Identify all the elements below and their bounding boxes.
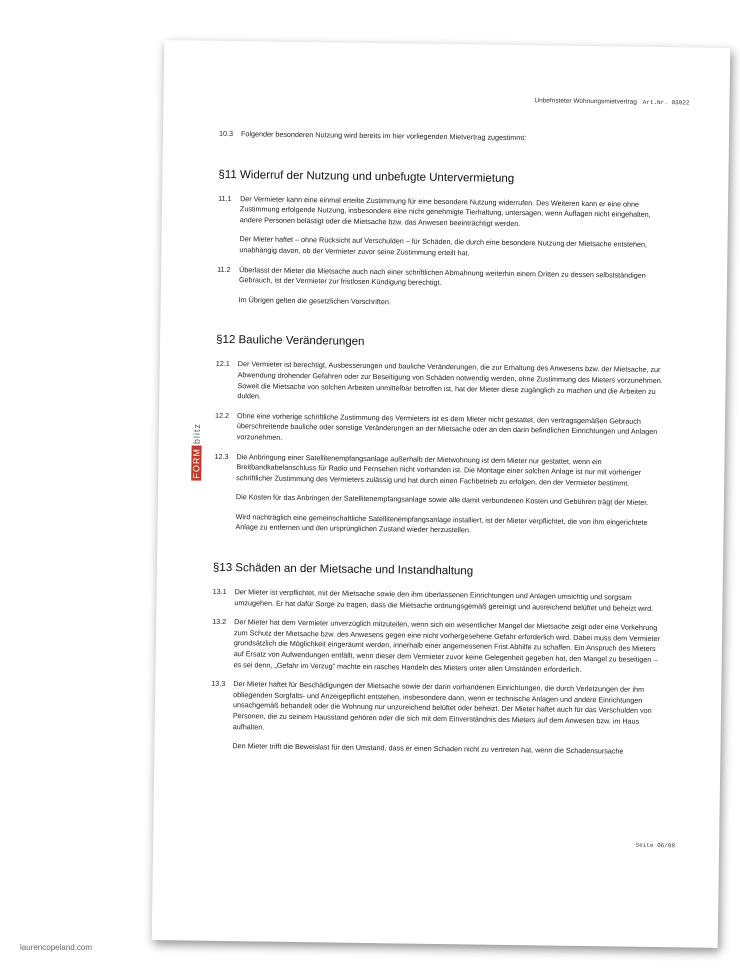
clause — [215, 359, 670, 407]
logo-badge: FORM — [191, 448, 202, 479]
clause-paragraph: Im Übrigen gelten die gesetzlichen Vorschriften. — [238, 294, 391, 307]
clause-paragraph: Ohne eine vorherige schriftliche Zustimmung des Vermieters ist es dem Mieter nicht gestattet, den vertragsgemäßen Gebrauch überschreitende bauliche oder sonstige Veränderungen an der Mietsache oder an den darin befindlichen Einrichtungen und Anlagen vorzunehmen. — [236, 410, 658, 442]
clause-paragraph: Der Vermieter kann eine einmal erteilte Zustimmung für eine besondere Nutzung widerrufen. Des Weiteren kann er eine ohne Zustimmung erfolgende Nutzung, insbesondere eine nicht genehmigte Tierhaltung, untersagen, wenn Auflagen nicht eingehalten, andere Personen belästigt oder die Mietsache bzw. das Anwesen beeinträchtigt werden. — [239, 193, 651, 228]
clause-text: Folgender besonderen Nutzung wird bereits im hier vorliegenden Mietvertrag zugestimmt: — [240, 129, 527, 143]
clause-paragraph: Die Anbringung einer Satellitenempfangsanlage außerhalb der Mietwohnung ist dem Mieter nur gestattet, wenn ein Breitbandkabelanschluss für Radio und Fernsehen nicht vorhanden ist. Die Montage einer solchen Anlage ist nur mit vorheriger schriftlicher Zustimmung des Vermieters zulässig und hat durch einen Fachbetrieb zu erfolgen, den der Vermieter bestimmt. — [236, 451, 642, 488]
clause — [211, 679, 665, 758]
formblitz-logo — [191, 423, 202, 481]
clause-paragraph: Überlasst der Mieter die Mietsache auch nach einer schriftlichen Abmahnung weiterhin einem Dritten zu dessen selbstständigen Gebrauch, ist der Vermieter zur fristlosen Kündigung berechtigt. — [238, 264, 646, 288]
clause-paragraph: Der Mieter ist verpflichtet, mit der Mietsache sowie den ihm überlassenen Einrichtungen und Anlagen umsichtig und sorgsam umzugehen. Er hat dafür Sorge zu tragen, dass die Mietsache ordnungsgemäß gereinigt und ausreichend belüftet und beheizt wird. — [234, 587, 654, 613]
logo-text: blitz — [191, 423, 202, 445]
clause-number: 13.1 — [212, 586, 227, 597]
clause-number: 10.3 — [218, 128, 234, 139]
clause-paragraph: Den Mieter trifft die Beweislast für den Umstand, dass er einen Schaden nicht zu vertreten hat, wenn die Schadensursache — [232, 741, 624, 756]
clause-paragraph: Der Vermieter ist berechtigt, Ausbesserungen und bauliche Veränderungen, die zur Erhaltung des Anwesens bzw. der Mietsache, zur Abwendung drohender Gefahren oder zur Beseitigung von Schäden notwendig werden, ohne Zustimmung des Mieters vorzunehmen. Soweit die Mietsache von solchen Arbeiten unmittelbar betroffen ist, hat der Mieter diese zugänglich zu machen und die Arbeiten zu dulden. — [237, 359, 663, 401]
clause-paragraph: Der Mieter haftet – ohne Rücksicht auf Verschulden – für Schäden, die durch eine besondere Nutzung der Mietsache entstehen, unabhängig davon, ob der Vermieter zuvor seine Zustimmung erteilt hat. — [239, 234, 648, 258]
document-body — [211, 128, 673, 767]
clause-number: 11.2 — [217, 264, 231, 274]
clause-number: 11.1 — [218, 193, 232, 203]
clause-paragraph: Die Kosten für das Anbringen der Satellitenempfangsanlage sowie alle damit verbundenen Kosten und Gebühren trägt der Mieter. — [235, 492, 649, 508]
section-heading: §12 Bauliche Veränderungen — [216, 334, 365, 349]
clause — [217, 264, 672, 312]
clause — [212, 617, 667, 676]
clause — [215, 410, 669, 449]
clause — [218, 193, 672, 262]
clause-number: 12.3 — [214, 451, 229, 461]
clause-paragraph: Wird nachträglich eine gemeinschaftliche Satellitenempfangsanlage installiert, ist der Mieter verpflichtet, die von ihm eingerichtete Anlage zu entfernen und den ursprünglichen Zustand wieder herzustellen. — [235, 512, 648, 535]
page-header — [534, 97, 689, 106]
watermark: laurencopeland.com — [20, 943, 93, 952]
clause-number: 12.1 — [215, 359, 230, 369]
article-number: Art.Nr. 03022 — [642, 98, 690, 107]
clause-number: 13.3 — [211, 679, 226, 689]
clause-number: 12.2 — [215, 410, 230, 420]
clause-10-3 — [218, 128, 673, 146]
clause — [214, 451, 668, 540]
page-number: Seite 06/08 — [635, 841, 676, 850]
header-title: Unbefristeter Wohnungsmietvertrag — [534, 97, 637, 106]
clause — [212, 586, 666, 614]
section-heading: §13 Schäden an der Mietsache und Instandhaltung — [212, 561, 474, 578]
clause-number: 13.2 — [212, 617, 227, 627]
clause-paragraph: Der Mieter haftet für Beschädigungen der Mietsache sowie der darin vorhandenen Einrichtungen, die durch Verletzungen der ihm obliegenden Sorgfalts- und Anzeigepflicht entstehen, insbesondere dann, wenn er technische Anlagen und andere Einrichtungen unsachgemäß behandelt oder die Wohnung nur unzureichend belüftet oder beheizt. Der Mieter haftet auch für das Verschulden von Personen, die zu seinem Hausstand gehören oder die sich mit dem Einverständnis des Mieters auf dem Anwesen bzw. im Haus aufhalten. — [232, 679, 652, 732]
document-page — [152, 40, 731, 948]
clause-paragraph: Der Mieter hat dem Vermieter unverzüglich mitzuteilen, wenn sich ein wesentlicher Mangel der Mietsache zeigt oder eine Vorkehrung zum Schutz der Mietsache bzw. des Anwesens gegen eine nicht vorhergesehene Gefahr erforderlich wird. Dabei muss dem Vermieter grundsätzlich die Möglichkeit eingeräumt werden, innerhalb einer angemessenen Frist Abhilfe zu schaffen. Ein Anspruch des Mieters auf Ersatz von Aufwendungen entfällt, wenn dieser dem Vermieter zuvor keine Gelegenheit gegeben hat, den Mangel zu beseitigen – es sei denn, „Gefahr im Verzug“ machte ein rasches Handeln des Mieters unter allen Umständen erforderlich. — [233, 617, 660, 674]
section-heading: §11 Widerruf der Nutzung und unbefugte Untervermietung — [218, 168, 515, 185]
